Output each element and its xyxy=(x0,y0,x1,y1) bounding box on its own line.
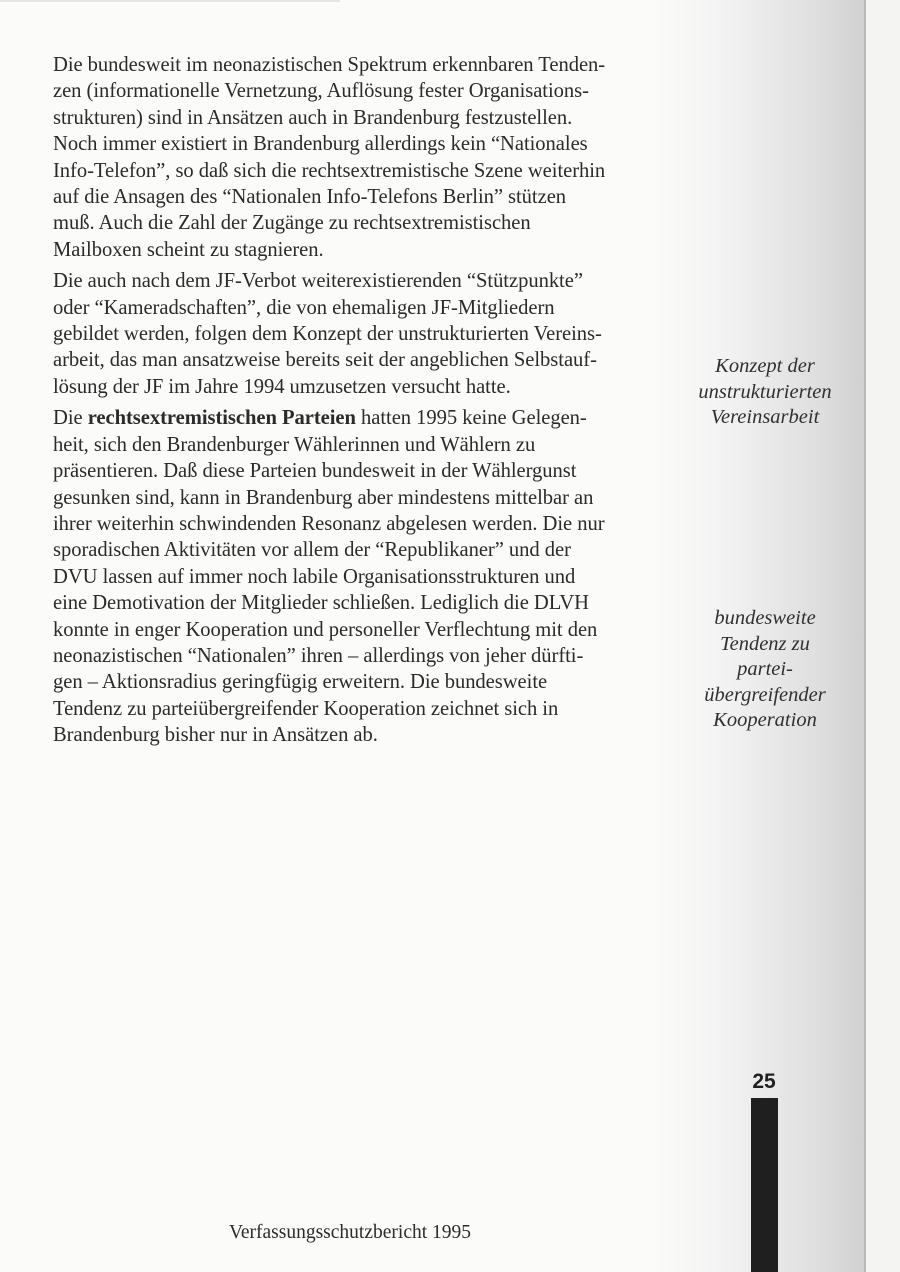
paragraph-3 xyxy=(53,405,658,748)
sidenote-konzept: Konzept der unstrukturierten Vereinsarbeit xyxy=(698,355,832,429)
sidenote-tendenz: bundesweite Tendenz zu partei- übergreifender Kooperation xyxy=(704,607,826,732)
thumb-index-bar xyxy=(751,1098,778,1272)
page-top-edge xyxy=(0,0,340,2)
page-right-edge xyxy=(866,0,900,1272)
footer-title: Verfassungsschutzbericht 1995 xyxy=(228,1222,472,1243)
paragraph-3-rest: hatten 1995 keine Gelegen- heit, sich den Brandenburger Wählerinnen und Wählern zu präsentieren. Daß diese Parteien bundesweit in der Wählergunst gesunken sind, kann in Brandenburg aber mindestens mittelbar an ihrer weiterhin schwindenden Resonanz abgelesen werden. Die nur sporadischen Aktivitäten vor allem der “Republikaner” und der DVU lassen auf immer noch labile Organisationsstrukturen und eine Demotivation der Mitglieder schließen. Lediglich die DLVH konnte in enger Kooperation und personeller Verflechtung mit den neonazistischen “Nationalen” ihren – allerdings von jeher dürfti- gen – Aktionsradius geringfügig erweitern. Die bundesweite Tendenz zu parteiübergreifender Kooperation zeichnet sich in Brandenburg bisher nur in Ansätzen ab. xyxy=(53,407,605,747)
paragraph-3-lead: Die xyxy=(53,407,88,430)
paragraph-1: Die bundesweit im neonazistischen Spektrum erkennbaren Tenden- zen (informationelle Vernetzung, Auflösung fester Organisations- strukturen) sind in Ansätzen auch in Brandenburg festzustellen. Noch immer existiert in Brandenburg allerdings kein “Nationales Info-Telefon”, so daß sich die rechtsextremistische Szene weiterhin auf die Ansagen des “Nationalen Info-Telefons Berlin” stützen muß. Auch die Zahl der Zugänge zu rechtsextremistischen Mailboxen scheint zu stagnieren. xyxy=(53,54,606,261)
page-number: 25 xyxy=(752,1070,776,1093)
paragraph-3-bold-term: rechtsextremistischen Parteien xyxy=(87,407,356,430)
paragraph-2: Die auch nach dem JF-Verbot weiterexistierenden “Stützpunkte” oder “Kameradschaften”, die von ehemaligen JF-Mitgliedern gebildet werden, folgen dem Konzept der unstrukturierten Vereins- arbeit, das man ansatzweise bereits seit der angeblichen Selbstauf- lösung der JF im Jahre 1994 umzusetzen versucht hatte. xyxy=(53,270,602,398)
body-text xyxy=(53,52,658,754)
